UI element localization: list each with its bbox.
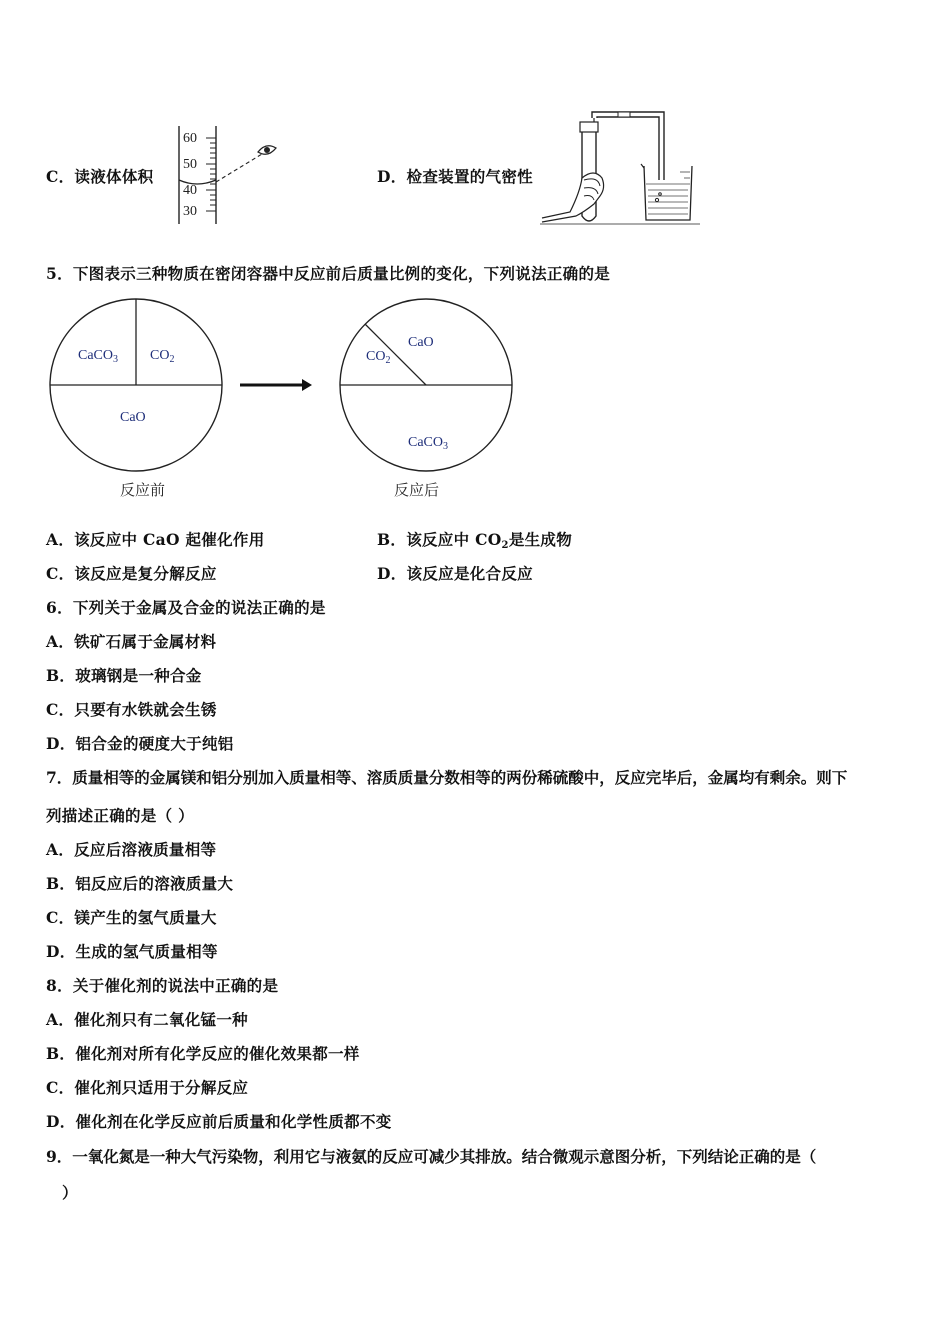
q7-stem-line2: 列描述正确的是（ ） xyxy=(46,806,194,825)
pie-before-cao-label: CaO xyxy=(120,410,146,425)
pie-after-cao-label: CaO xyxy=(408,335,434,350)
q7-option-c: C．镁产生的氢气质量大 xyxy=(46,908,217,927)
pie-before-caption: 反应前 xyxy=(120,483,166,499)
q9-stem-line1: 9．一氧化氮是一种大气污染物，利用它与液氨的反应可减少其排放。结合微观示意图分析，下列结论正确的是（ xyxy=(46,1147,817,1166)
cylinder-tick-30: 30 xyxy=(183,204,197,219)
q8-stem: 8．关于催化剂的说法中正确的是 xyxy=(46,976,279,995)
q5-option-b: B．该反应中 CO2是生成物 xyxy=(377,530,573,551)
pie-after-co2-label: $CO_2$ xyxy=(366,349,391,366)
q7-option-b: B．铝反应后的溶液质量大 xyxy=(46,874,234,893)
q6-stem: 6．下列关于金属及合金的说法正确的是 xyxy=(46,598,326,617)
q6-option-a: A．铁矿石属于金属材料 xyxy=(46,632,217,651)
pie-after xyxy=(340,299,512,499)
cylinder-tick-60: 60 xyxy=(183,131,197,146)
eye-icon xyxy=(258,146,276,155)
q5-stem: 5．下图表示三种物质在密闭容器中反应前后质量比例的变化，下列说法正确的是 xyxy=(46,264,611,283)
q5-option-c: C．该反应是复分解反应 xyxy=(46,564,217,583)
cylinder-tick-50: 50 xyxy=(183,157,197,172)
pie-before xyxy=(50,299,222,499)
q4-option-d: D．检查装置的气密性 xyxy=(377,167,533,186)
pie-before-caco3-label: CaCO$_3$ xyxy=(78,348,118,365)
q9-stem-line2: ） xyxy=(62,1183,78,1202)
pie-before-co2-label: $CO_2$ xyxy=(150,348,175,365)
airtightness-apparatus-figure xyxy=(540,108,700,230)
pie-after-caption: 反应后 xyxy=(394,483,440,499)
q8-option-c: C．催化剂只适用于分解反应 xyxy=(46,1078,249,1097)
q8-option-a: A．催化剂只有二氧化锰一种 xyxy=(46,1010,248,1029)
reaction-pie-diagram xyxy=(40,290,530,510)
q8-option-b: B．催化剂对所有化学反应的催化效果都一样 xyxy=(46,1044,360,1063)
q7-option-a: A．反应后溶液质量相等 xyxy=(46,840,217,859)
graduated-cylinder-figure xyxy=(170,122,285,228)
cylinder-tick-40: 40 xyxy=(183,183,197,198)
q5-option-d: D．该反应是化合反应 xyxy=(377,564,533,583)
q8-option-d: D．催化剂在化学反应前后质量和化学性质都不变 xyxy=(46,1112,392,1131)
q7-option-d: D．生成的氢气质量相等 xyxy=(46,942,218,961)
reaction-arrow-icon xyxy=(240,379,312,391)
q5-option-a: A．该反应中 CaO 起催化作用 xyxy=(46,530,265,549)
q6-option-d: D．铝合金的硬度大于纯铝 xyxy=(46,734,234,753)
q6-option-c: C．只要有水铁就会生锈 xyxy=(46,700,217,719)
pie-after-caco3-label: CaCO$_3$ xyxy=(408,435,448,452)
q4-option-c: C．读液体体积 xyxy=(46,167,154,186)
q6-option-b: B．玻璃钢是一种合金 xyxy=(46,666,202,685)
q7-stem-line1: 7．质量相等的金属镁和铝分别加入质量相等、溶质质量分数相等的两份稀硫酸中，反应完毕后，金属均有剩余。则下 xyxy=(46,768,848,787)
